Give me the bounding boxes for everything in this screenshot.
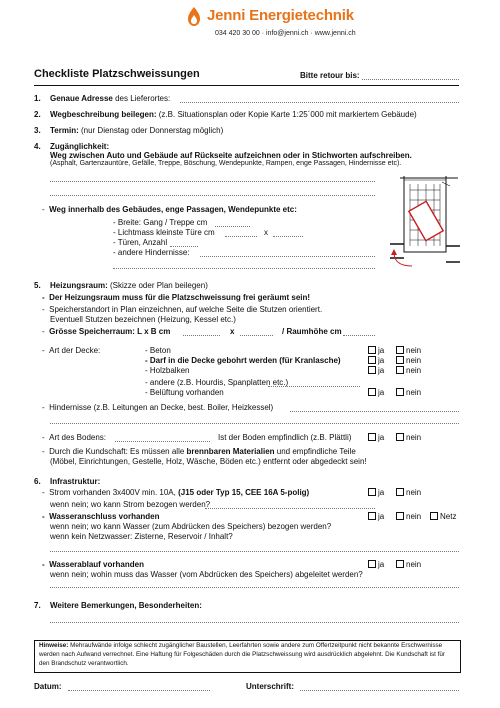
contact-line: 034 420 30 00 · info@jenni.ch · www.jenni.ch [215,30,356,37]
ceiling-concrete: - Beton [145,346,171,355]
signature-label: Unterschrift: [246,682,295,691]
water-label: - Wasseranschluss vorhanden [42,512,160,521]
door-label: - Lichtmass kleinste Türe cm [113,228,215,237]
note-box [34,640,461,673]
option-row-vent: ja [368,388,384,398]
access-line-1[interactable] [50,181,375,182]
floor-field[interactable] [115,441,210,442]
access-examples: (Asphalt, Gartenzauntüre, Gefälle, Treppe, Böschung, Wendepunkte, Rampen, enge Passagen, Hindernisse etc). [50,160,402,167]
obstacles-room-field[interactable] [290,411,459,412]
option-drain-ja: ja [368,560,384,570]
company-logo [185,6,203,28]
page-title: Checkliste Platzschweissungen [34,68,200,80]
checkbox-nein[interactable] [396,560,404,568]
option-water-ja: ja [368,512,384,522]
checkbox-ja[interactable] [368,433,376,441]
checkbox-ja[interactable] [368,488,376,496]
option-floor-nein: nein [396,433,421,443]
door-height-field[interactable] [273,236,303,237]
item-1: 1. Genaue Adresse des Lieferortes: [34,94,171,103]
checkbox-nein[interactable] [396,388,404,396]
room-height-label: / Raumhöhe cm [282,327,342,336]
note-label: Hinweise: [39,642,69,649]
website: www.jenni.ch [314,30,356,37]
power-alt-field[interactable] [205,508,375,509]
option-floor-ja: ja [368,433,384,443]
water-alt: wenn nein; wo kann Wasser (zum Abdrücken des Speichers) bezogen werden? [50,522,332,531]
customer-duty-1: - Durch die Kundschaft: Es müssen alle brennbaren Materialien und empfindliche Teile [42,447,356,456]
item-6: 6. Infrastruktur: [34,477,101,486]
option-row-vent-no: nein [396,388,421,398]
door-width-field[interactable] [225,236,257,237]
customer-duty-2: (Möbel, Einrichtungen, Gestelle, Holz, Wäsche, Böden etc.) entfernt oder abgedeckt sein! [50,457,367,466]
room-size-label: - Grösse Speicherraum: L x B cm [42,327,171,336]
obstacles-label: - andere Hindernisse: [113,248,190,257]
ventilation: - Belüftung vorhanden [145,388,224,397]
signature-field[interactable] [300,690,459,691]
storage-location-1: - Speicherstandort in Plan einzeichnen, auf welche Seite die Stutzen orientiert. [42,305,323,314]
note-text: Mehraufwände infolge schlecht zugänglicher Baustellen, Leerfahrten sowie andere zum Offertzeitpunkt nicht bekannte Erschwernisse werden nach Aufwand verrechnet. Eine Haftung für Folgeschäden durch die Platzschweissung wird ausdrücklich abgelehnt. Die Kundschaft ist für den Brandschutz verantwortlich. [39,642,446,667]
cistern: wenn kein Netzwasser: Zisterne, Reservoir / Inhalt? [50,532,233,541]
ceiling-other: - andere (z.B. Hourdis, Spanplatten etc.) [145,378,289,387]
room-height-field[interactable] [343,335,375,336]
room-x: x [230,327,235,336]
ceiling-wood: - Holzbalken [145,366,190,375]
power-label: - Strom vorhanden 3x400V min. 10A, (J15 oder Typ 15, CEE 16A 5-polig) [42,488,310,497]
ceiling-drill: - Darf in die Decke gebohrt werden (für Kranlasche) [145,356,341,365]
width-field[interactable] [215,226,250,227]
checkbox-ja[interactable] [368,366,376,374]
width-label: - Breite: Gang / Treppe cm [113,218,208,227]
storage-location-2: Eventuell Stutzen bezeichnen (Heizung, Kessel etc.) [50,315,236,324]
return-label: Bitte retour bis: [300,71,360,80]
checkbox-netz[interactable] [430,512,438,520]
doors-label: - Türen, Anzahl [113,238,168,247]
floor-sensitive: Ist der Boden empfindlich (z.B. Plättli) [218,433,352,442]
checkbox-ja[interactable] [368,560,376,568]
checkbox-nein[interactable] [396,346,404,354]
phone: 034 420 30 00 [215,30,260,37]
power-alt: wenn nein; wo kann Strom bezogen werden? [50,500,211,509]
option-water-netz: Netz [430,512,456,522]
title-divider [34,85,459,86]
option-row-wood-no: nein [396,366,421,376]
drain-field[interactable] [50,587,459,588]
room-clear-note: - Der Heizungsraum muss für die Platzschweissung frei geräumt sein! [42,293,311,302]
door-x: x [264,228,268,237]
checkbox-nein[interactable] [396,512,404,520]
water-field[interactable] [50,551,459,552]
checkbox-ja[interactable] [368,388,376,396]
access-line-2[interactable] [50,195,375,196]
checkbox-nein[interactable] [396,356,404,364]
inner-path-label: - Weg innerhalb des Gebäudes, enge Passagen, Wendepunkte etc: [42,205,297,214]
drain-label: - Wasserablauf vorhanden [42,560,144,569]
room-width-field[interactable] [240,335,273,336]
obstacles-field-2[interactable] [113,268,375,269]
stair-sketch [388,176,460,276]
option-drain-nein: nein [396,560,421,570]
obstacles-room-field-2[interactable] [50,423,459,424]
remarks-line-1[interactable] [50,622,459,623]
drain-alt: wenn nein; wohin muss das Wasser (vom Abdrücken des Speichers) abgeleitet werden? [50,570,363,579]
option-power-ja: ja [368,488,384,498]
ceiling-other-field[interactable] [268,386,360,387]
option-row-drill2: ja [368,356,384,366]
option-row-drill2-no: nein [396,356,421,366]
room-length-field[interactable] [183,335,220,336]
obstacles-room-label: - Hindernisse (z.B. Leitungen an Decke, best. Boiler, Heizkessel) [42,403,274,412]
checkbox-nein[interactable] [396,433,404,441]
option-row-drill-no: nein [396,346,421,356]
address-field[interactable] [180,102,459,103]
obstacles-field[interactable] [200,256,375,257]
checkbox-ja[interactable] [368,346,376,354]
floor-label: - Art des Bodens: [42,433,107,442]
company-name: Jenni Energietechnik [207,7,354,24]
checkbox-ja[interactable] [368,512,376,520]
item-7: 7. Weitere Bemerkungen, Besonderheiten: [34,601,202,610]
date-label: Datum: [34,682,62,691]
option-power-nein: nein [396,488,421,498]
item-2: 2. Wegbeschreibung beilegen: (z.B. Situationsplan oder Kopie Karte 1:25´000 mit markiertem Gebäude) [34,110,417,119]
checkbox-nein[interactable] [396,488,404,496]
return-date-field[interactable] [362,79,459,80]
checkbox-ja[interactable] [368,356,376,364]
item-4: 4. Zugänglichkeit: [34,142,110,151]
doors-field[interactable] [170,246,198,247]
option-row-wood: ja [368,366,384,376]
ceiling-label: - Art der Decke: [42,346,101,355]
option-water-nein: nein [396,512,421,522]
option-row-drill: ja [368,346,384,356]
checkbox-nein[interactable] [396,366,404,374]
item-3: 3. Termin: (nur Dienstag oder Donnerstag möglich) [34,126,224,135]
access-instruction: Weg zwischen Auto und Gebäude auf Rückseite aufzeichnen oder in Stichworten aufschreiben. [50,151,412,160]
date-field[interactable] [68,690,210,691]
item-5: 5. Heizungsraum: (Skizze oder Plan beilegen) [34,281,208,290]
email: info@jenni.ch [266,30,309,37]
